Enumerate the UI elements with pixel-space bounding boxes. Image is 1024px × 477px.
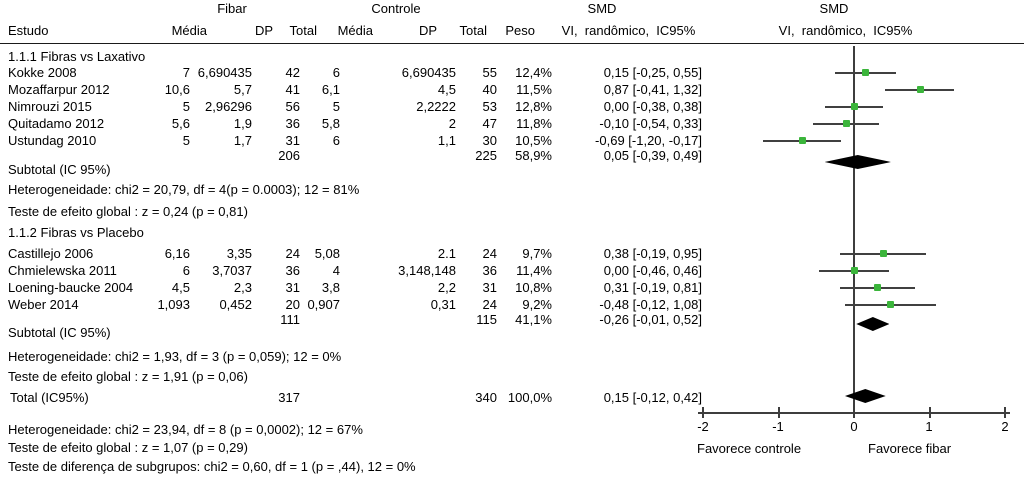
point-estimate-marker	[862, 69, 869, 76]
total-smd-ci: 0,15 [-0,12, 0,42]	[603, 390, 702, 405]
smd-ci: 0,15 [-0,25, 0,55]	[603, 65, 702, 80]
subtotal-smd-ci: 0,05 [-0,39, 0,49]	[603, 148, 702, 163]
footer-subgroup-text: Teste de diferença de subgrupos: chi2 = 0,60, df = 1 (p = ,44), 12 = 0%	[8, 459, 416, 474]
peso: 10,5%	[515, 133, 552, 148]
peso: 11,4%	[516, 263, 552, 278]
total-controle: 40	[482, 82, 497, 97]
total-fibar: 31	[285, 280, 300, 295]
section-title-row	[0, 49, 1024, 65]
dp-fibar: 1,7	[233, 133, 252, 148]
media-fibar: 1,093	[157, 297, 190, 312]
favors-fiber-label: Favorece fibar	[868, 441, 952, 456]
smd-ci: 0,00 [-0,46, 0,46]	[603, 263, 702, 278]
point-estimate-marker	[843, 120, 850, 127]
media-fibar: 6	[182, 263, 190, 278]
media-controle: 4	[332, 263, 340, 278]
total-controle: 53	[482, 99, 497, 114]
total-total-fibar: 317	[278, 390, 300, 405]
section-title: 1.1.1 Fibras vs Laxativo	[8, 49, 146, 64]
effect-test-text: Teste de efeito global : z = 1,91 (p = 0,06)	[8, 369, 248, 384]
subtotal-peso: 41,1%	[515, 312, 552, 327]
effect-test-row	[0, 369, 1024, 385]
smd-ci: 0,31 [-0,19, 0,81]	[603, 280, 702, 295]
axis-tick-label: 0	[850, 419, 858, 434]
col-header-total-fibar: Total	[289, 23, 317, 38]
media-controle: 5,8	[321, 116, 340, 131]
total-controle: 24	[482, 246, 497, 261]
point-estimate-marker	[851, 103, 858, 110]
axis-tick-label: -2	[697, 419, 709, 434]
axis-tick-label: 1	[925, 419, 933, 434]
study-row	[0, 82, 1024, 98]
column-group-smd-plot: SMD	[819, 1, 849, 16]
col-header-vi-plot: VI, randômico, IC95%	[778, 23, 913, 38]
heterogeneity-row	[0, 182, 1024, 198]
total-fibar: 31	[285, 133, 300, 148]
media-controle: 6	[332, 65, 340, 80]
dp-fibar: 5,7	[233, 82, 252, 97]
col-header-dp-fibar: DP	[254, 23, 273, 38]
axis-tick	[702, 407, 704, 418]
media-fibar: 5,6	[171, 116, 190, 131]
subtotal-total-controle: 225	[475, 148, 497, 163]
axis-tick-label: -1	[772, 419, 784, 434]
point-estimate-marker	[917, 86, 924, 93]
dp-controle: 2	[448, 116, 456, 131]
dp-controle: 1,1	[437, 133, 456, 148]
column-group-controle: Controle	[371, 1, 421, 16]
favors-control-label: Favorece controle	[697, 441, 802, 456]
study-name: Kokke 2008	[8, 65, 77, 80]
total-controle: 31	[482, 280, 497, 295]
col-header-vi-text: VI, randômico, IC95%	[561, 23, 696, 38]
total-fibar: 56	[285, 99, 300, 114]
media-controle: 5	[332, 99, 340, 114]
axis-tick	[778, 407, 780, 418]
media-fibar: 5	[182, 99, 190, 114]
smd-ci: 0,38 [-0,19, 0,95]	[603, 246, 702, 261]
subtotal-label: Subtotal (IC 95%)	[8, 162, 111, 177]
point-estimate-marker	[880, 250, 887, 257]
axis-tick-label: 2	[1001, 419, 1009, 434]
study-name: Mozaffarpur 2012	[8, 82, 110, 97]
total-fibar: 24	[285, 246, 300, 261]
media-controle: 3,8	[321, 280, 340, 295]
smd-ci: -0,48 [-0,12, 1,08]	[599, 297, 702, 312]
peso: 11,5%	[516, 82, 552, 97]
peso: 12,8%	[515, 99, 552, 114]
col-header-estudo: Estudo	[8, 23, 49, 38]
total-total-controle: 340	[475, 390, 497, 405]
header-columns-row	[0, 23, 1024, 39]
axis-tick	[1004, 407, 1006, 418]
axis-tick	[853, 407, 855, 418]
subtotal-total-controle: 115	[476, 312, 497, 327]
dp-controle: 3,148,148	[398, 263, 456, 278]
study-name: Ustundag 2010	[8, 133, 97, 148]
dp-controle: 4,5	[437, 82, 456, 97]
subtotal-total-fibar: 111	[280, 312, 300, 327]
dp-controle: 2,2	[437, 280, 456, 295]
dp-fibar: 6,690435	[197, 65, 252, 80]
smd-ci: 0,87 [-0,41, 1,32]	[603, 82, 702, 97]
col-header-media-controle: Média	[337, 23, 373, 38]
smd-ci: -0,10 [-0,54, 0,33]	[599, 116, 702, 131]
peso: 11,8%	[516, 116, 552, 131]
total-fibar: 36	[285, 116, 300, 131]
header-separator-line	[0, 43, 1024, 44]
media-controle: 5,08	[314, 246, 340, 261]
study-name: Castillejo 2006	[8, 246, 94, 261]
col-header-dp-controle: DP	[418, 23, 437, 38]
zero-effect-line	[853, 46, 855, 412]
study-name: Quitadamo 2012	[8, 116, 105, 131]
footer-heterogeneity-text: Heterogeneidade: chi2 = 23,94, df = 8 (p = 0,0002); 12 = 67%	[8, 422, 363, 437]
total-fibar: 42	[285, 65, 300, 80]
dp-controle: 6,690435	[401, 65, 456, 80]
dp-fibar: 3,7037	[212, 263, 252, 278]
study-name: Loening-baucke 2004	[8, 280, 134, 295]
study-row	[0, 133, 1024, 149]
column-group-smd-text: SMD	[587, 1, 617, 16]
footer-effect-text: Teste de efeito global : z = 1,07 (p = 0,29)	[8, 440, 248, 455]
header-group-row	[0, 1, 1024, 17]
total-label: Total (IC95%)	[10, 390, 89, 405]
peso: 9,2%	[522, 297, 552, 312]
dp-fibar: 0,452	[219, 297, 252, 312]
total-controle: 55	[482, 65, 497, 80]
dp-controle: 2.1	[437, 246, 456, 261]
subtotal-smd-ci: -0,26 [-0,01, 0,52]	[599, 312, 702, 327]
total-fibar: 36	[285, 263, 300, 278]
dp-controle: 2,2222	[416, 99, 456, 114]
peso: 12,4%	[515, 65, 552, 80]
dp-fibar: 2,96296	[205, 99, 252, 114]
heterogeneity-text: Heterogeneidade: chi2 = 1,93, df = 3 (p = 0,059); 12 = 0%	[8, 349, 342, 364]
dp-fibar: 2,3	[233, 280, 252, 295]
axis-tick	[929, 407, 931, 418]
total-peso: 100,0%	[507, 390, 552, 405]
col-header-media-fibar: Média	[171, 23, 207, 38]
study-name: Nimrouzi 2015	[8, 99, 92, 114]
peso: 9,7%	[522, 246, 552, 261]
smd-ci: 0,00 [-0,38, 0,38]	[603, 99, 702, 114]
dp-fibar: 3,35	[226, 246, 252, 261]
total-fibar: 20	[285, 297, 300, 312]
total-controle: 30	[482, 133, 497, 148]
total-controle: 24	[482, 297, 497, 312]
footer-heterogeneity-row	[0, 422, 1024, 438]
effect-test-text: Teste de efeito global : z = 0,24 (p = 0,81)	[8, 204, 248, 219]
point-estimate-marker	[874, 284, 881, 291]
media-controle: 0,907	[307, 297, 340, 312]
point-estimate-marker	[887, 301, 894, 308]
media-fibar: 10,6	[164, 82, 190, 97]
subtotal-label: Subtotal (IC 95%)	[8, 325, 111, 340]
subtotal-peso: 58,9%	[515, 148, 552, 163]
col-header-peso: Peso	[505, 23, 535, 38]
study-name: Weber 2014	[8, 297, 79, 312]
media-fibar: 7	[182, 65, 190, 80]
media-controle: 6,1	[321, 82, 340, 97]
peso: 10,8%	[515, 280, 552, 295]
effect-test-row	[0, 204, 1024, 220]
total-controle: 47	[482, 116, 497, 131]
media-fibar: 6,16	[164, 246, 190, 261]
media-fibar: 4,5	[171, 280, 190, 295]
study-name: Chmielewska 2011	[8, 263, 117, 278]
heterogeneity-row	[0, 349, 1024, 365]
media-fibar: 5	[182, 133, 190, 148]
point-estimate-marker	[799, 137, 806, 144]
smd-ci: -0,69 [-1,20, -0,17]	[595, 133, 702, 148]
col-header-total-controle: Total	[459, 23, 487, 38]
dp-fibar: 1,9	[233, 116, 252, 131]
heterogeneity-text: Heterogeneidade: chi2 = 20,79, df = 4(p = 0.0003); 12 = 81%	[8, 182, 360, 197]
section-title: 1.1.2 Fibras vs Placebo	[8, 225, 144, 240]
media-controle: 6	[332, 133, 340, 148]
point-estimate-marker	[851, 267, 858, 274]
total-fibar: 41	[285, 82, 300, 97]
section-title-row	[0, 225, 1024, 241]
footer-subgroup-row	[0, 459, 1024, 475]
subtotal-total-fibar: 206	[278, 148, 300, 163]
total-controle: 36	[482, 263, 497, 278]
dp-controle: 0,31	[430, 297, 456, 312]
column-group-fibar: Fibar	[217, 1, 247, 16]
